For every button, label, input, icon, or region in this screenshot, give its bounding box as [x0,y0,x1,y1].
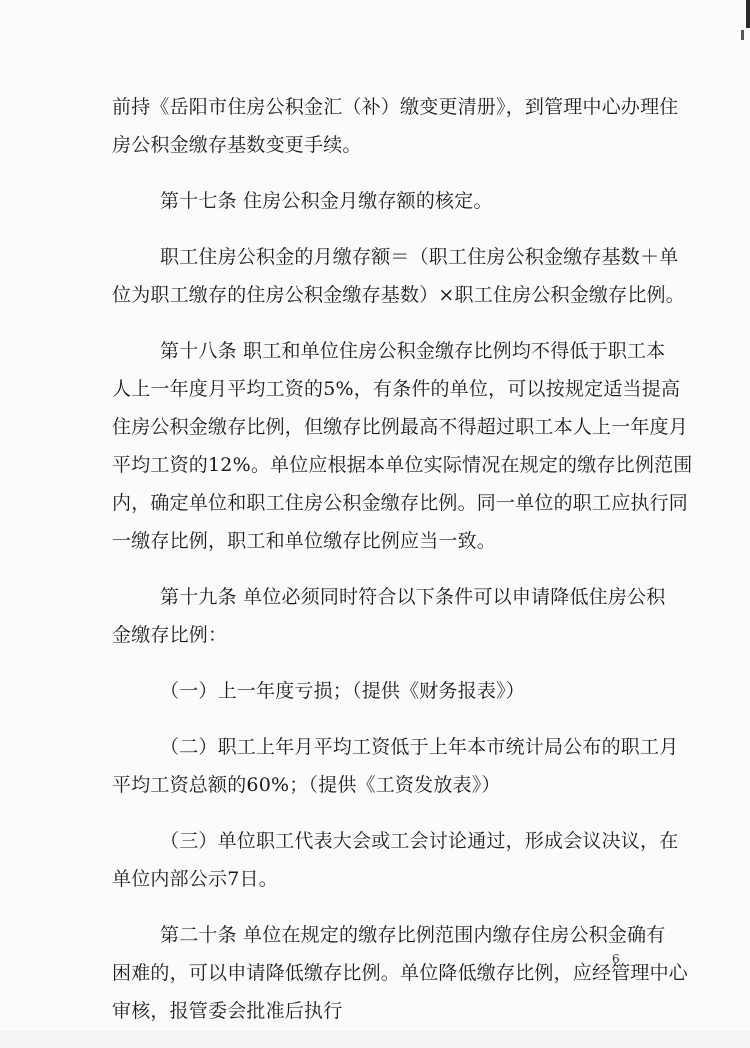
paragraph-line: 平均工资总额的60%；（提供《工资发放表》） [112,774,501,796]
paragraph-line: 金缴存比例： [112,624,228,646]
paragraph [112,672,642,710]
paragraph-line: 第二十条 单位在规定的缴存比例范围内缴存住房公积金确有 [160,924,666,946]
paragraph-line: （二）职工上年月平均工资低于上年本市统计局公布的职工月 [160,736,679,758]
paragraph-line: 一缴存比例，职工和单位缴存比例应当一致。 [112,530,497,552]
paragraph-line: 单位内部公示7日。 [112,868,278,890]
paragraph-line: 住房公积金缴存比例，但缴存比例最高不得超过职工本人上一年度月 [112,416,689,438]
paragraph-line: （一）上一年度亏损；（提供《财务报表》） [160,680,526,702]
paragraph [112,822,679,898]
paragraph [112,728,679,804]
paragraph-line: （三）单位职工代表大会或工会讨论通过，形成会议决议，在 [160,830,679,852]
paragraph [112,182,642,220]
scan-edge-mark [741,30,744,40]
paragraph-line: 困难的，可以申请降低缴存比例。单位降低缴存比例，应经管理中心 [112,962,689,984]
paragraph [112,332,693,560]
paragraph-line: 第十九条 单位必须同时符合以下条件可以申请降低住房公积 [160,586,666,608]
paragraph [112,916,689,1030]
paragraph-line: 内，确定单位和职工住房公积金缴存比例。同一单位的职工应执行同 [112,492,689,514]
document-body [112,88,693,1048]
paragraph-line: 房公积金缴存基数变更手续。 [112,134,362,156]
paragraph-line: 第十八条 职工和单位住房公积金缴存比例均不得低于职工本 [160,340,666,362]
paragraph-line: 职工住房公积金的月缴存额＝（职工住房公积金缴存基数＋单 [160,246,679,268]
paragraph-line: 前持《岳阳市住房公积金汇（补）缴变更清册》，到管理中心办理住 [112,96,679,118]
scan-edge-mark [746,0,750,28]
paragraph [112,88,679,164]
paragraph-line: 位为职工缴存的住房公积金缴存基数）×职工住房公积金缴存比例。 [112,284,685,306]
paragraph [112,238,685,314]
paragraph-line: 平均工资的12%。单位应根据本单位实际情况在规定的缴存比例范围 [112,454,693,476]
paragraph-line: 人上一年度月平均工资的5%，有条件的单位，可以按规定适当提高 [112,378,681,400]
paragraph-line: 第十七条 住房公积金月缴存额的核定。 [160,190,493,212]
page-number: 6 [612,952,620,966]
paragraph [112,578,666,654]
paragraph-line: 审核，报管委会批准后执行 [112,1000,343,1022]
